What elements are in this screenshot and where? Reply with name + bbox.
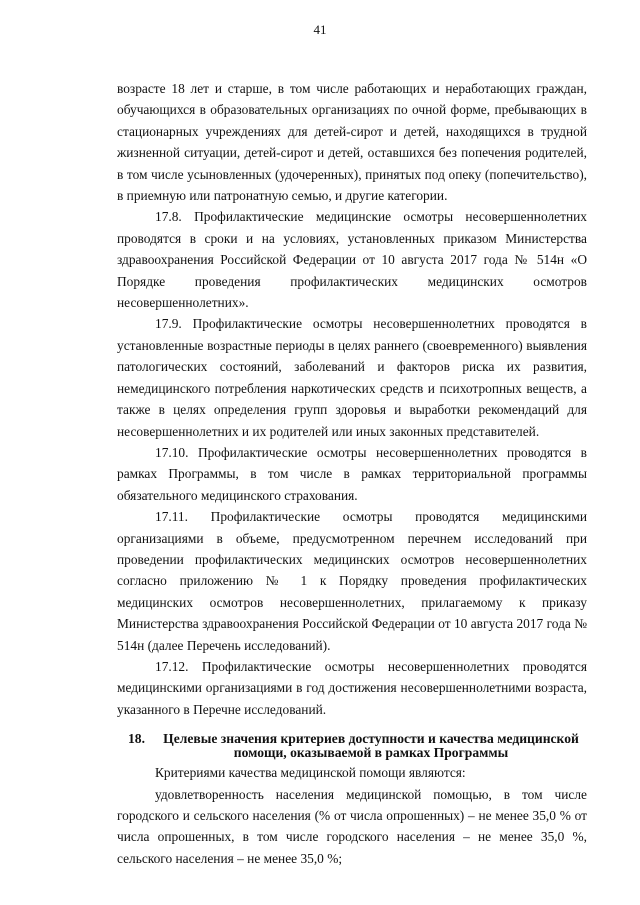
page-number: 41 <box>313 22 327 37</box>
section-number: 18. <box>128 731 145 747</box>
criteria-item: удовлетворенность населения медицинской помощью, в том числе городского и сельского населения (% от числа опрошенных) – не менее 35,0 % от числа опрошенных, в том числе городского населения – не менее 35,0 %, сельского населения – не менее 35,0 %; <box>117 786 587 866</box>
section-heading <box>117 732 587 760</box>
paragraph-17-11: 17.11. Профилактические осмотры проводятся медицинскими организациями в объеме, предусмотренном перечнем исследований при проведении профилактических медицинских осмотров несовершеннолетних согласно приложению № 1 к Порядку проведения профилактических медицинских осмотров несовершеннолетних, прилагаемому к приказу Министерства здравоохранения Российской Федерации от 10 августа 2017 года № 514н (далее Перечень исследований). <box>117 509 587 653</box>
paragraph-17-12: 17.12. Профилактические осмотры несовершеннолетних проводятся медицинскими организациями в год достижения несовершеннолетними возраста, указанного в Перечне исследований. <box>117 658 587 717</box>
criteria-intro: Критериями качества медицинской помощи являются: <box>155 765 466 781</box>
paragraph-17-9: 17.9. Профилактические осмотры несовершеннолетних проводятся в установленные возрастные периоды в целях раннего (своевременного) выявления патологических состояний, заболеваний и факторов риска их развития, немедицинского потребления наркотических средств и психотропных веществ, а также в целях определения групп здоровья и выработки рекомендаций для несовершеннолетних и их родителей или иных законных представителей. <box>117 316 587 439</box>
section-title <box>155 732 587 760</box>
paragraph-17-8: 17.8. Профилактические медицинские осмотры несовершеннолетних проводятся в сроки и на условиях, установленных приказом Министерства здравоохранения Российской Федерации от 10 августа 2017 года № 514н «О Порядке проведения профилактических медицинских осмотров несовершеннолетних». <box>117 209 587 311</box>
document-body <box>117 78 587 869</box>
paragraph-continuation: возрасте 18 лет и старше, в том числе работающих и неработающих граждан, обучающихся в образовательных организациях по очной форме, пребывающих в стационарных учреждениях для детей-сирот и детей, находящихся в трудной жизненной ситуации, детей-сирот и детей, оставшихся без попечения родителей, в том числе усыновленных (удочеренных), принятых под опеку (попечительство), в приемную или патронатную семью, и другие категории. <box>117 81 587 204</box>
paragraph-17-10: 17.10. Профилактические осмотры несовершеннолетних проводятся в рамках Программы, в том числе в рамках территориальной программы обязательного медицинского страхования. <box>117 444 587 503</box>
section-title-line-2: помощи, оказываемой в рамках Программы <box>233 745 509 761</box>
section-title-line-1: Целевые значения критериев доступности и качества медицинской <box>163 731 579 747</box>
